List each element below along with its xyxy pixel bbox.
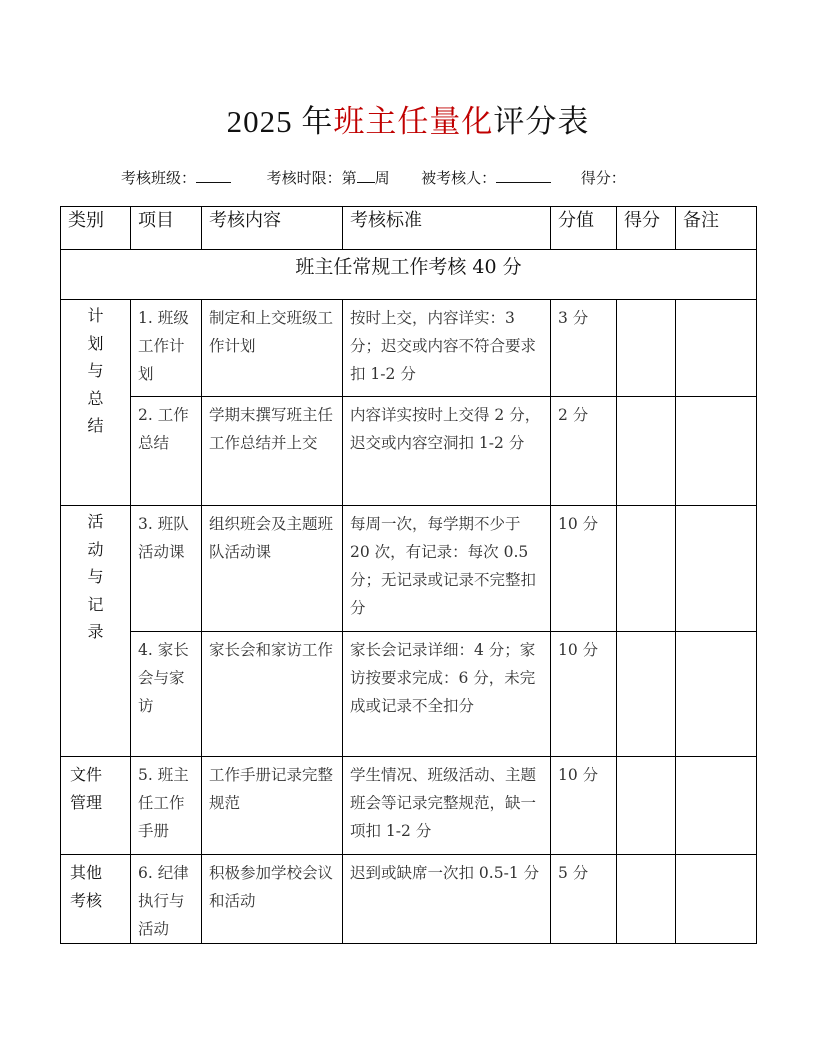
score-cell[interactable] bbox=[617, 855, 676, 944]
score-cell[interactable] bbox=[617, 397, 676, 506]
header-content: 考核内容 bbox=[202, 207, 343, 250]
score-cell[interactable] bbox=[617, 757, 676, 855]
person-label: 被考核人： bbox=[421, 169, 497, 187]
score-cell[interactable] bbox=[617, 506, 676, 632]
class-blank[interactable] bbox=[196, 166, 231, 183]
category-cell: 活 动 与 记 录 bbox=[61, 506, 131, 757]
item-cell: 6. 纪律执行与活动 bbox=[131, 855, 202, 944]
table-row bbox=[61, 855, 757, 944]
period-label: 考核时限：第 bbox=[266, 169, 357, 187]
content-cell: 家长会和家访工作 bbox=[202, 632, 343, 757]
header-item: 项目 bbox=[131, 207, 202, 250]
content-cell: 学期末撰写班主任工作总结并上交 bbox=[202, 397, 343, 506]
category-cell: 计 划 与 总 结 bbox=[61, 300, 131, 506]
category-cell: 其他 考核 bbox=[61, 855, 131, 944]
score-label: 得分： bbox=[580, 169, 626, 187]
content-cell: 制定和上交班级工作计划 bbox=[202, 300, 343, 397]
content-cell: 组织班会及主题班队活动课 bbox=[202, 506, 343, 632]
value-cell: 10 分 bbox=[551, 506, 617, 632]
category-cell: 文件 管理 bbox=[61, 757, 131, 855]
content-cell: 工作手册记录完整规范 bbox=[202, 757, 343, 855]
note-cell[interactable] bbox=[676, 300, 757, 397]
scoring-table bbox=[60, 206, 757, 944]
header-note: 备注 bbox=[676, 207, 757, 250]
title-prefix: 2025 年 bbox=[226, 104, 334, 139]
header-category: 类别 bbox=[61, 207, 131, 250]
table-row bbox=[61, 506, 757, 632]
header-score: 得分 bbox=[617, 207, 676, 250]
title-highlight: 班主任量化 bbox=[333, 104, 494, 140]
standard-cell: 每周一次，每学期不少于 20 次，有记录：每次 0.5 分；无记录或记录不完整扣分 bbox=[343, 506, 551, 632]
standard-cell: 学生情况、班级活动、主题班会等记录完整规范，缺一项扣 1-2 分 bbox=[343, 757, 551, 855]
title-suffix: 评分表 bbox=[493, 104, 590, 140]
person-blank[interactable] bbox=[496, 166, 551, 183]
section-row bbox=[61, 250, 757, 300]
header-row bbox=[61, 207, 757, 250]
item-cell: 3. 班队活动课 bbox=[131, 506, 202, 632]
week-blank[interactable] bbox=[357, 166, 375, 183]
table-row bbox=[61, 397, 757, 506]
period-suffix: 周 bbox=[374, 169, 390, 187]
note-cell[interactable] bbox=[676, 757, 757, 855]
standard-cell: 迟到或缺席一次扣 0.5-1 分 bbox=[343, 855, 551, 944]
value-cell: 3 分 bbox=[551, 300, 617, 397]
item-cell: 1. 班级工作计划 bbox=[131, 300, 202, 397]
table-row bbox=[61, 300, 757, 397]
item-cell: 4. 家长会与家访 bbox=[131, 632, 202, 757]
content-cell: 积极参加学校会议和活动 bbox=[202, 855, 343, 944]
document-title bbox=[0, 100, 816, 144]
header-standard: 考核标准 bbox=[343, 207, 551, 250]
value-cell: 10 分 bbox=[551, 632, 617, 757]
class-label: 考核班级： bbox=[121, 169, 197, 187]
note-cell[interactable] bbox=[676, 632, 757, 757]
value-cell: 10 分 bbox=[551, 757, 617, 855]
assessment-info-line bbox=[121, 166, 626, 189]
standard-cell: 按时上交，内容详实：3 分；迟交或内容不符合要求扣 1-2 分 bbox=[343, 300, 551, 397]
item-cell: 5. 班主任工作手册 bbox=[131, 757, 202, 855]
score-cell[interactable] bbox=[617, 300, 676, 397]
header-value: 分值 bbox=[551, 207, 617, 250]
score-cell[interactable] bbox=[617, 632, 676, 757]
table-row bbox=[61, 757, 757, 855]
note-cell[interactable] bbox=[676, 506, 757, 632]
item-cell: 2. 工作总结 bbox=[131, 397, 202, 506]
value-cell: 5 分 bbox=[551, 855, 617, 944]
standard-cell: 内容详实按时上交得 2 分，迟交或内容空洞扣 1-2 分 bbox=[343, 397, 551, 506]
table-row bbox=[61, 632, 757, 757]
section-title: 班主任常规工作考核 40 分 bbox=[61, 250, 757, 300]
note-cell[interactable] bbox=[676, 397, 757, 506]
standard-cell: 家长会记录详细：4 分；家访按要求完成：6 分，未完成或记录不全扣分 bbox=[343, 632, 551, 757]
value-cell: 2 分 bbox=[551, 397, 617, 506]
note-cell[interactable] bbox=[676, 855, 757, 944]
